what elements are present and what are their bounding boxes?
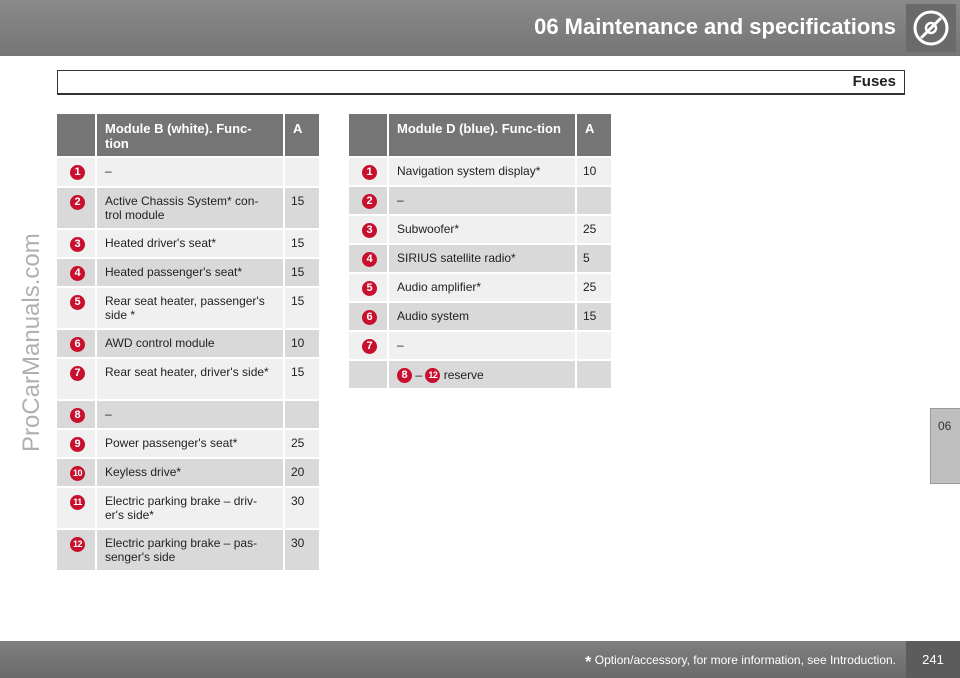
fuse-table-module-b <box>57 114 319 572</box>
header-num-cell <box>57 114 97 158</box>
reserve-label: reserve <box>443 368 484 382</box>
reserve-empty-cell <box>349 361 389 390</box>
fuse-number-badge: 10 <box>70 466 85 481</box>
page-footer <box>0 641 960 678</box>
fuse-number-badge: 3 <box>70 237 85 252</box>
fuse-number-badge: 6 <box>362 310 377 325</box>
fuse-amperage <box>285 401 319 430</box>
fuse-amperage: 30 <box>285 488 319 530</box>
table-row <box>57 401 319 430</box>
header-amp: A <box>285 114 319 158</box>
fuse-number-badge: 7 <box>362 339 377 354</box>
fuse-amperage: 15 <box>577 303 611 332</box>
fuse-amperage: 5 <box>577 245 611 274</box>
header-function: Module B (white). Func-tion <box>97 114 285 158</box>
table-row <box>349 216 611 245</box>
chapter-side-tab[interactable] <box>930 408 960 484</box>
fuse-function: Navigation system display* <box>389 158 577 187</box>
fuse-number-cell <box>57 158 97 188</box>
fuse-amperage: 30 <box>285 530 319 572</box>
fuse-table-module-d <box>349 114 611 390</box>
table-row <box>57 158 319 188</box>
table-row <box>57 288 319 330</box>
fuse-function: Audio amplifier* <box>389 274 577 303</box>
table-row <box>57 230 319 259</box>
reserve-row <box>349 361 611 390</box>
fuse-number-cell <box>349 216 389 245</box>
fuse-number-badge: 4 <box>362 252 377 267</box>
fuse-amperage <box>577 187 611 216</box>
side-tab-label: 06 <box>938 419 952 433</box>
table-row <box>57 488 319 530</box>
fuse-amperage: 15 <box>285 259 319 288</box>
wrench-gear-icon <box>906 4 956 52</box>
fuse-function: AWD control module <box>97 330 285 359</box>
fuse-amperage <box>577 332 611 361</box>
fuse-number-badge: 11 <box>70 495 85 510</box>
section-title: Fuses <box>852 73 896 90</box>
table-row <box>349 187 611 216</box>
fuse-number-badge: 12 <box>425 368 440 383</box>
header-num-cell <box>349 114 389 158</box>
table-row <box>57 188 319 230</box>
fuse-number-cell <box>57 359 97 401</box>
fuse-number-cell <box>57 288 97 330</box>
reserve-amp-empty <box>577 361 611 390</box>
fuse-amperage: 15 <box>285 288 319 330</box>
table-row <box>349 245 611 274</box>
page-number: 241 <box>906 641 960 678</box>
fuse-function: Rear seat heater, passenger's side * <box>97 288 285 330</box>
fuse-number-cell <box>57 430 97 459</box>
fuse-function: Subwoofer* <box>389 216 577 245</box>
fuse-number-badge: 9 <box>70 437 85 452</box>
fuse-amperage: 10 <box>285 330 319 359</box>
fuse-number-badge: 5 <box>70 295 85 310</box>
section-bar <box>57 70 905 95</box>
table-row <box>57 530 319 572</box>
fuse-number-badge: 8 <box>397 368 412 383</box>
fuse-number-cell <box>57 188 97 230</box>
fuse-number-cell <box>57 401 97 430</box>
table-row <box>349 274 611 303</box>
fuse-function: – <box>389 332 577 361</box>
reserve-dash: – <box>415 368 423 382</box>
fuse-number-cell <box>57 259 97 288</box>
fuse-amperage: 25 <box>285 430 319 459</box>
table-row <box>349 332 611 361</box>
fuse-amperage <box>285 158 319 188</box>
fuse-function: Audio system <box>389 303 577 332</box>
fuse-function: Electric parking brake – pas-senger's side <box>97 530 285 572</box>
fuse-function: Electric parking brake – driv-er's side* <box>97 488 285 530</box>
fuse-number-badge: 8 <box>70 408 85 423</box>
table-row <box>349 158 611 187</box>
fuse-amperage: 25 <box>577 216 611 245</box>
fuse-number-badge: 5 <box>362 281 377 296</box>
fuse-number-badge: 7 <box>70 366 85 381</box>
fuse-number-badge: 1 <box>362 165 377 180</box>
fuse-number-cell <box>57 459 97 488</box>
fuse-function: – <box>97 401 285 430</box>
fuse-number-badge: 2 <box>362 194 377 209</box>
table-row <box>57 259 319 288</box>
fuse-function: – <box>97 158 285 188</box>
fuse-function: – <box>389 187 577 216</box>
fuse-number-badge: 3 <box>362 223 377 238</box>
footer-note <box>585 653 896 672</box>
fuse-function: SIRIUS satellite radio* <box>389 245 577 274</box>
fuse-number-cell <box>57 530 97 572</box>
fuse-number-cell <box>57 230 97 259</box>
header-function: Module D (blue). Func-tion <box>389 114 577 158</box>
footnote-star: * <box>585 654 592 671</box>
reserve-desc <box>389 361 577 390</box>
footnote-text: Option/accessory, for more information, see Introduction. <box>594 653 896 667</box>
table-row <box>349 303 611 332</box>
fuse-function: Power passenger's seat* <box>97 430 285 459</box>
fuse-number-badge: 4 <box>70 266 85 281</box>
fuse-number-cell <box>349 158 389 187</box>
fuse-number-cell <box>57 488 97 530</box>
fuse-number-cell <box>349 303 389 332</box>
fuse-number-cell <box>349 274 389 303</box>
fuse-number-badge: 12 <box>70 537 85 552</box>
fuse-number-badge: 6 <box>70 337 85 352</box>
fuse-number-cell <box>57 330 97 359</box>
table-row <box>57 459 319 488</box>
watermark: ProCarManuals.com <box>18 233 45 452</box>
fuse-amperage: 15 <box>285 230 319 259</box>
header-amp: A <box>577 114 611 158</box>
table-row <box>57 330 319 359</box>
fuse-function: Active Chassis System* con-trol module <box>97 188 285 230</box>
page-header <box>0 0 960 56</box>
fuse-amperage: 15 <box>285 188 319 230</box>
fuse-amperage: 15 <box>285 359 319 401</box>
chapter-title: 06 Maintenance and specifications <box>534 14 896 39</box>
fuse-function: Heated passenger's seat* <box>97 259 285 288</box>
fuse-function: Heated driver's seat* <box>97 230 285 259</box>
fuse-amperage: 10 <box>577 158 611 187</box>
table-row <box>57 430 319 459</box>
fuse-number-badge: 1 <box>70 165 85 180</box>
fuse-function: Keyless drive* <box>97 459 285 488</box>
fuse-amperage: 20 <box>285 459 319 488</box>
fuse-number-cell <box>349 332 389 361</box>
fuse-amperage: 25 <box>577 274 611 303</box>
fuse-number-badge: 2 <box>70 195 85 210</box>
table-row <box>57 359 319 401</box>
fuse-function: Rear seat heater, driver's side* <box>97 359 285 401</box>
fuse-number-cell <box>349 187 389 216</box>
fuse-number-cell <box>349 245 389 274</box>
